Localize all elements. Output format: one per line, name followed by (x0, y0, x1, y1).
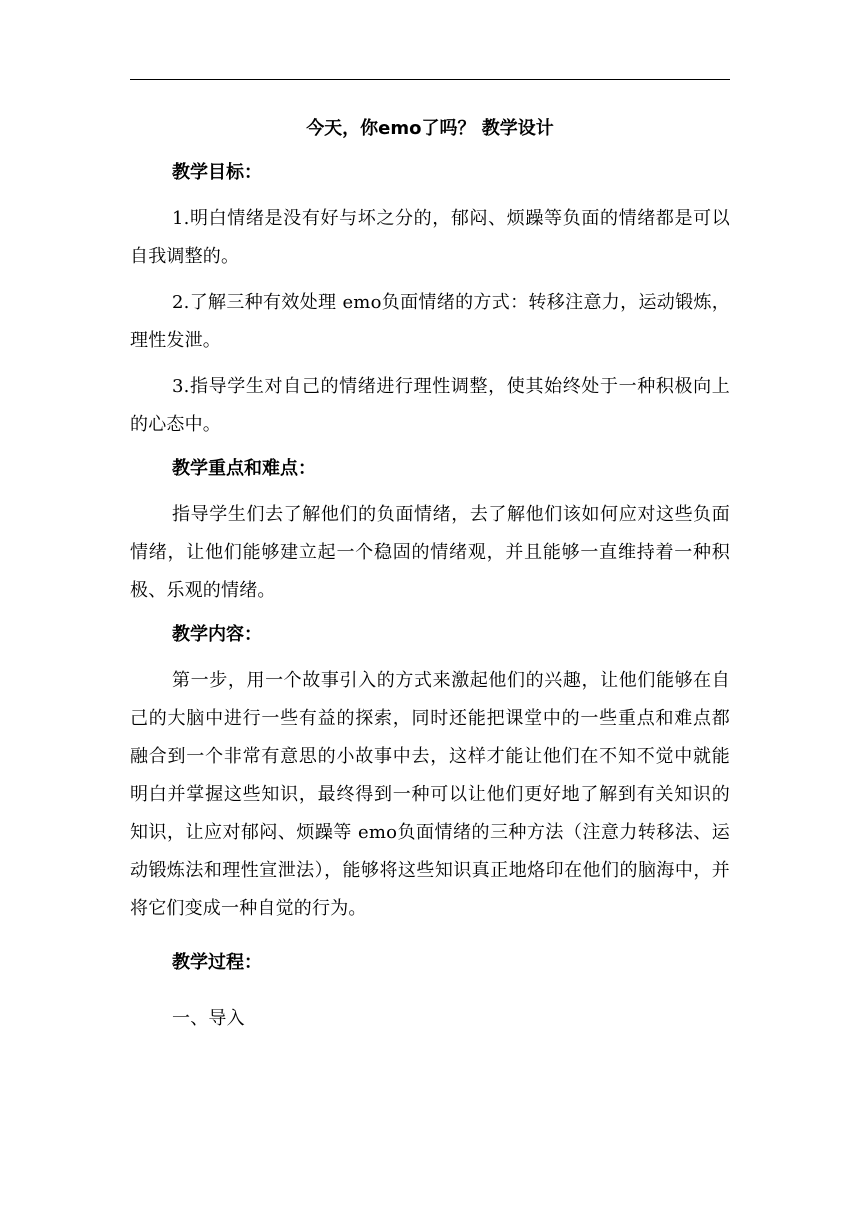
key-points-text: 指导学生们去了解他们的负面情绪，去了解他们该如何应对这些负面情绪，让他们能够建立起一个稳固的情绪观，并且能够一直维持着一种积极、乐观的情绪。 (130, 504, 730, 601)
content-text: 第一步，用一个故事引入的方式来激起他们的兴趣，让他们能够在自己的大脑中进行一些有益的探索，同时还能把课堂中的一些重点和难点都融合到一个非常有意思的小故事中去，这样才能让他们在不知不觉中就能明白并掌握这些知识，最终得到一种可以让他们更好地了解到有关知识的知识，让应对郁闷、烦躁等 emo负面情绪的三种方法（注意力转移法、运动锻炼法和理性宣泄法），能够将这些知识真正地烙印在他们的脑海中，并将它们变成一种自觉的行为。 (130, 670, 730, 919)
process-heading: 教学过程： (172, 952, 262, 973)
objective-item-1: 1.明白情绪是没有好与坏之分的，郁闷、烦躁等负面的情绪都是可以自我调整的。 (130, 208, 730, 267)
objective-item-3: 3.指导学生对自己的情绪进行理性调整，使其始终处于一种积极向上的心态中。 (130, 376, 730, 435)
objective-item-2: 2.了解三种有效处理 emo负面情绪的方式：转移注意力，运动锻炼，理性发泄。 (130, 292, 730, 351)
header-rule (130, 79, 730, 80)
document-body (130, 112, 730, 1046)
document-title: 今天，你emo了吗？ 教学设计 (306, 118, 554, 139)
content-heading: 教学内容： (172, 624, 262, 645)
process-item-1: 一、导入 (172, 1008, 245, 1029)
key-points-heading: 教学重点和难点： (172, 458, 316, 479)
objectives-heading: 教学目标： (172, 162, 262, 183)
